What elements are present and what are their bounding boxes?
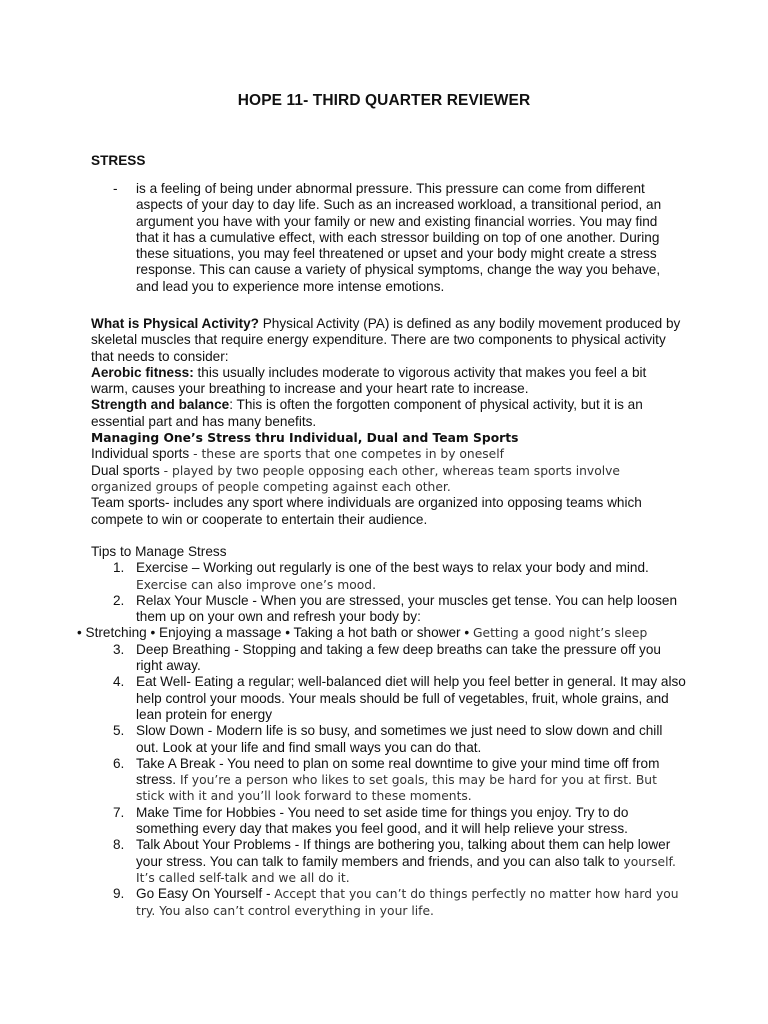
aerobic-label: Aerobic fitness: [91, 364, 194, 380]
strength-label: Strength and balance [91, 397, 230, 413]
tip-number: 3. [113, 641, 125, 657]
aerobic-text: this usually includes moderate to vigorous activity that makes you feel a bit warm, causes your breathing to increase and your heart rate to increase. [91, 364, 647, 397]
body-section [91, 316, 681, 528]
dual-paragraph [91, 463, 681, 496]
tip-number: 9. [113, 886, 125, 902]
tip-item [77, 886, 687, 919]
tip-number: 8. [113, 837, 125, 853]
bullets-text: • Stretching • Enjoying a massage • Taking a hot bath or shower • [77, 625, 470, 641]
stress-heading: STRESS [91, 153, 146, 168]
tip-number: 7. [113, 804, 125, 820]
tip-item [77, 674, 687, 723]
tip-text: Take A Break - You need to plan on some real downtime to give your mind time off from stress. [136, 755, 660, 788]
strength-text: : This is often the forgotten component of physical activity, but it is an essential part and has many benefits. [91, 397, 643, 429]
individual-label: Individual sports [91, 446, 190, 462]
physical-activity-paragraph [91, 316, 681, 365]
tip-text: Exercise – Working out regularly is one of the best ways to relax your body and mind. [136, 560, 649, 576]
stress-definition [113, 181, 673, 295]
individual-text: - these are sports that one competes in by oneself [189, 447, 504, 462]
tip-number: 4. [113, 674, 125, 690]
tip-text: Eat Well- Eating a regular; well-balanced diet will help you feel better in general. It may also help control your moods. Your meals should be full of vegetables, fruit, whole grains, and lean protein for energy [136, 674, 686, 722]
managing-heading: Managing One’s Stress thru Individual, Dual and Team Sports [91, 431, 519, 446]
tip-item [77, 756, 687, 805]
physical-activity-question: What is Physical Activity? [91, 316, 259, 331]
tip-extra: Accept that you can’t do things perfectly no matter how hard you try. You also can’t control everything in your life. [136, 887, 679, 918]
strength-paragraph [91, 397, 681, 430]
tip-text: Make Time for Hobbies - You need to set aside time for things you enjoy. Try to do something every day that makes you feel good, and it will help relieve your stress. [136, 804, 629, 837]
tip-extra: If you’re a person who likes to set goals, this may be hard for you at first. But stick with it and you’ll look forward to these moments. [136, 773, 657, 804]
tip-item [77, 837, 687, 886]
aerobic-paragraph [91, 365, 681, 398]
tip-item [77, 642, 687, 675]
document-title: HOPE 11- THIRD QUARTER REVIEWER [237, 92, 531, 109]
bullets-extra: Getting a good night’s sleep [469, 626, 648, 641]
tip-item [77, 593, 687, 626]
relax-bullets [77, 625, 687, 641]
tips-section [77, 544, 687, 919]
tip-text: Slow Down - Modern life is so busy, and sometimes we just need to slow down and chill out. Look at your life and find small ways you can do that. [136, 723, 663, 755]
tip-number: 1. [113, 560, 125, 576]
tip-number: 5. [113, 723, 125, 739]
tip-number: 6. [113, 755, 125, 771]
individual-paragraph [91, 446, 681, 462]
dash-marker: - [113, 181, 118, 196]
team-paragraph: Team sports- includes any sport where individuals are organized into opposing teams which compete to win or cooperate to entertain their audience. [91, 495, 642, 527]
dual-label: Dual sports [91, 462, 160, 478]
tip-number: 2. [113, 592, 125, 608]
tips-title: Tips to Manage Stress [91, 544, 227, 559]
tip-item [77, 805, 687, 838]
tip-text: Deep Breathing - Stopping and taking a few deep breaths can take the pressure off you right away. [136, 641, 661, 674]
dual-text: - played by two people opposing each other, whereas team sports involve organized groups of people competing against each other. [91, 463, 620, 494]
tip-item [77, 723, 687, 756]
physical-activity-text: Physical Activity (PA) is defined as any bodily movement produced by skeletal muscles that require energy expenditure. There are two components to physical activity that needs to consider: [91, 316, 681, 364]
tip-text: Go Easy On Yourself - [136, 886, 275, 902]
tip-text: Relax Your Muscle - When you are stressed, your muscles get tense. You can help loosen them up on your own and refresh your body by: [136, 592, 678, 625]
tip-text: Talk About Your Problems - If things are bothering you, talking about them can help lower your stress. You can talk to family members and friends, and you can also talk to [136, 837, 671, 869]
tip-item [77, 560, 687, 593]
stress-definition-text: is a feeling of being under abnormal pressure. This pressure can come from different aspects of your day to day life. Such as an increased workload, a transitional period, an argument you have with your family or new and existing financial worries. You may find that it has a cumulative effect, with each stressor building on top of one another. During these situations, you may feel threatened or upset and your body might create a stress response. This can cause a variety of physical symptoms, change the way you behave, and lead you to experience more intense emotions. [136, 181, 662, 294]
tip-extra: yourself. It’s called self-talk and we all do it. [136, 854, 676, 885]
tip-extra: Exercise can also improve one’s mood. [136, 577, 376, 592]
